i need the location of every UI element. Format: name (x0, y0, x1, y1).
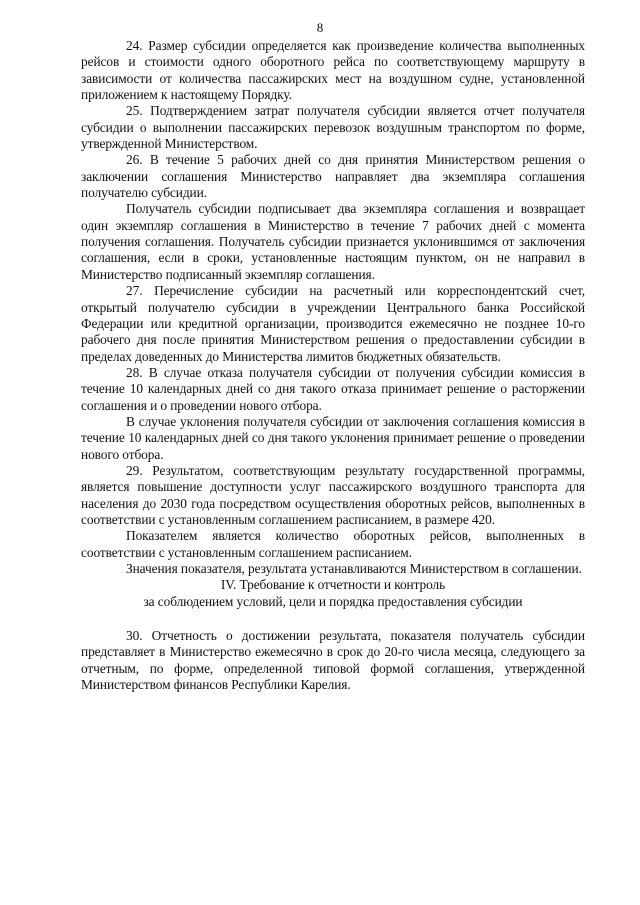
section-heading (81, 577, 585, 610)
paragraph-26: 26. В течение 5 рабочих дней со дня принятия Министерством решения о заключении соглашения Министерство направляет два экземпляра соглашения получателю субсидии. (81, 152, 585, 201)
document-body (81, 38, 585, 693)
section-spacer (81, 610, 585, 628)
paragraph-26-continued: Получатель субсидии подписывает два экземпляра соглашения и возвращает один экземпляр соглашения в Министерство в течение 7 рабочих дней с момента получения соглашения. Получатель субсидии признается уклонившимся от заключения соглашения, если в сроки, установленные настоящим пунктом, он не направил в Министерство подписанный экземпляр соглашения. (81, 201, 585, 282)
paragraph-30: 30. Отчетность о достижении результата, показателя получатель субсидии представляет в Министерство ежемесячно в срок до 20-го числа месяца, следующего за отчетным, по форме, определенной типовой формой соглашения, утвержденной Министерством финансов Республики Карелия. (81, 628, 585, 693)
paragraph-28: 28. В случае отказа получателя субсидии от получения субсидии комиссия в течение 10 календарных дней со дня такого отказа принимает решение о расторжении соглашения и о проведении нового отбора. (81, 364, 585, 413)
section-heading-line-2: за соблюдением условий, цели и порядка предоставления субсидии (143, 593, 523, 609)
paragraph-29-values: Значения показателя, результата устанавливаются Министерством в соглашении. (126, 561, 582, 576)
paragraph-25: 25. Подтверждением затрат получателя субсидии является отчет получателя субсидии о выполнении пассажирских перевозок воздушным транспортом по форме, утвержденной Министерством. (81, 103, 585, 152)
paragraph-29: 29. Результатом, соответствующим результату государственной программы, является повышение доступности услуг пассажирского воздушного транспорта для населения до 2030 года посредством осуществления оборотных рейсов, выполненных в соответствии с установленным соглашением расписанием, в размере 420. (81, 462, 585, 527)
section-heading-line-1: IV. Требование к отчетности и контроль (220, 577, 446, 593)
paragraph-29-indicator: Показателем является количество оборотных рейсов, выполненных в соответствии с установленным соглашением расписанием. (81, 528, 585, 560)
paragraph-28-continued: В случае уклонения получателя субсидии от заключения соглашения комиссия в течение 10 календарных дней со дня такого уклонения принимает решение о проведении нового отбора. (81, 413, 585, 462)
paragraph-27: 27. Перечисление субсидии на расчетный или корреспондентский счет, открытый получателю субсидии в учреждении Центрального банка Российской Федерации или кредитной организации, производится ежемесячно не позднее 10-го рабочего дня после принятия Министерством решения о предоставлении субсидии в пределах доведенных до Министерства лимитов бюджетных обязательств. (81, 283, 585, 364)
page-number: 8 (316, 20, 324, 35)
paragraph-24: 24. Размер субсидии определяется как произведение количества выполненных рейсов и стоимости одного оборотного рейса по соответствующему маршруту в зависимости от количества пассажирских мест на воздушном судне, установленной приложением к настоящему Порядку. (81, 38, 585, 103)
